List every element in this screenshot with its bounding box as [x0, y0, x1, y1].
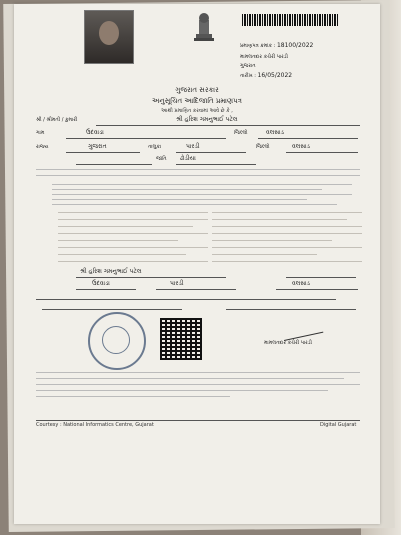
district2-value: વલસાડ: [292, 143, 310, 150]
registration-number: 18100/2022: [276, 42, 314, 49]
name-row: [36, 117, 360, 127]
courtesy-text: Courtesy : National Informatics Centre, Gujarat: [36, 422, 154, 428]
caste-row: [36, 156, 360, 166]
registration-label: પ્રમાણપત્ર ક્રમાંક :: [240, 43, 276, 49]
registration-row: [240, 42, 313, 49]
order-list-left: [58, 212, 208, 268]
village-label: ગામ: [36, 130, 45, 136]
intro-text: આથી પ્રમાણિત કરવામાં આવે છે કે ,: [161, 108, 233, 114]
qr-code: [160, 318, 202, 360]
second-name-row: [36, 269, 360, 279]
place: ગુજરાત: [240, 63, 256, 69]
second-taluka: પારડી: [170, 280, 184, 287]
second-district: વલસાડ: [292, 280, 310, 287]
footer-rule: [36, 420, 360, 421]
official-stamp: [88, 312, 146, 370]
third-note-row: [36, 303, 360, 313]
officer-row: [264, 340, 364, 350]
caste-label: જાતિ: [156, 156, 167, 162]
officer-name: મામલતદાર કચેરી પારડી: [264, 340, 312, 346]
body-paragraph: [36, 167, 360, 181]
notes-block: [52, 184, 352, 209]
issue-date: 16/05/2022: [257, 72, 293, 79]
resident-label: શ્રી / શ્રીમતી / કુમારી: [36, 117, 78, 123]
officer-signature: [281, 316, 324, 341]
certificate-title: અનુસૂચિત આદિજાતિ પ્રમાણપત્ર: [152, 97, 242, 105]
certificate-sheet: [14, 4, 380, 524]
state-label: રાજ્ય: [36, 144, 49, 150]
taluka-row: [36, 144, 360, 154]
footnote: [36, 370, 360, 402]
district2-label: જિલ્લો: [256, 144, 270, 150]
second-village: ઉદવાડા: [92, 280, 110, 287]
office-line: મામલતદાર કચેરી પારડી: [240, 54, 288, 60]
taluka-label: તાલુકા: [148, 144, 162, 150]
second-note-row: [36, 293, 360, 303]
government-title: ગુજરાત સરકાર: [175, 86, 219, 94]
brand-text: Digital Gujarat: [320, 422, 357, 428]
state-value: ગુજરાત: [88, 143, 107, 150]
applicant-photo: [84, 10, 134, 64]
district-label: જિલ્લો: [234, 130, 248, 136]
state-emblem-icon: [190, 10, 218, 44]
date-row: [240, 72, 292, 79]
caste-value: ઢોડીયા: [180, 155, 196, 162]
village-row: [36, 130, 360, 140]
second-name: શ્રી હરિશ ગમનુભાઈ પટેલ: [80, 268, 142, 275]
district-value: વલસાડ: [266, 129, 284, 136]
applicant-name: શ્રી હરિશ ગમનુભાઈ પટેલ: [176, 116, 238, 123]
second-place-row: [36, 281, 360, 291]
taluka-value: પારડી: [186, 143, 200, 150]
barcode: [242, 14, 338, 26]
village-value: ઉદવાડા: [86, 129, 104, 136]
date-label: તારીખ :: [240, 73, 256, 79]
order-list-right: [212, 212, 362, 268]
